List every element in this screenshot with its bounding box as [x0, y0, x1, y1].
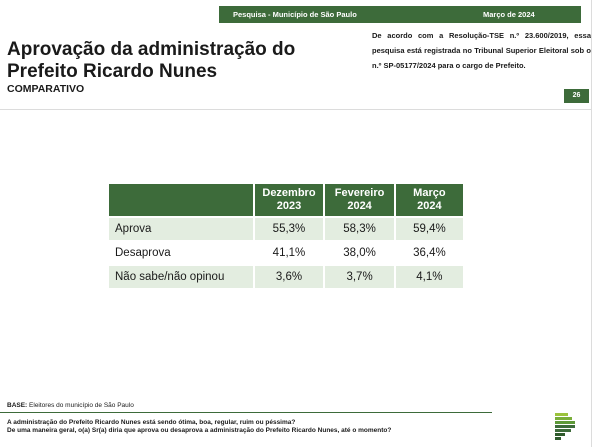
header-divider: [0, 109, 591, 110]
table-cell: 38,0%: [323, 242, 393, 264]
approval-table: [109, 182, 463, 290]
header-empty-cell: [109, 184, 253, 216]
table-cell: 58,3%: [323, 218, 393, 240]
header-bar: [219, 6, 581, 23]
row-label: Não sabe/não opinou: [109, 266, 253, 288]
row-label: Desaprova: [109, 242, 253, 264]
survey-date: Março de 2024: [483, 10, 535, 19]
column-header: Fevereiro 2024: [323, 184, 393, 216]
page-subtitle: COMPARATIVO: [7, 83, 85, 95]
table-cell: 3,7%: [323, 266, 393, 288]
base-label: BASE:: [7, 402, 28, 409]
table-cell: 41,1%: [253, 242, 324, 264]
base-note: [7, 402, 134, 409]
table-row: [109, 242, 463, 264]
paraná-pesquisas-logo-icon: [553, 413, 579, 443]
table-cell: 59,4%: [394, 218, 463, 240]
right-border: [591, 0, 592, 447]
page-number-badge: 26: [564, 89, 589, 103]
table-cell: 55,3%: [253, 218, 324, 240]
table-cell: 4,1%: [394, 266, 463, 288]
base-text: Eleitores do município de São Paulo: [27, 402, 134, 409]
column-header: Dezembro 2023: [253, 184, 324, 216]
table-row: [109, 266, 463, 288]
survey-label: Pesquisa - Município de São Paulo: [233, 10, 357, 19]
question-line-1: A administração do Prefeito Ricardo Nunes está sendo ótima, boa, regular, ruim ou péssima?: [7, 419, 296, 426]
table-header-row: [109, 184, 463, 216]
title-line-2: Prefeito Ricardo Nunes: [7, 61, 218, 82]
column-header: Março 2024: [394, 184, 463, 216]
survey-questions: [7, 419, 527, 435]
legal-notice: De acordo com a Resolução-TSE n.º 23.600/2019, essa pesquisa está registrada no Tribunal Superior Eleitoral sob o n.º SP-05177/2024 para o cargo de Prefeito.: [372, 31, 591, 70]
table-cell: 3,6%: [253, 266, 324, 288]
page-title: [7, 39, 327, 83]
question-line-2: De uma maneira geral, o(a) Sr(a) diria que aprova ou desaprova a administração do Prefeito Ricardo Nunes, até o momento?: [7, 427, 392, 434]
footer-divider: [0, 412, 492, 413]
table-row: [109, 218, 463, 240]
title-line-1: Aprovação da administração do: [7, 39, 296, 60]
row-label: Aprova: [109, 218, 253, 240]
table-cell: 36,4%: [394, 242, 463, 264]
